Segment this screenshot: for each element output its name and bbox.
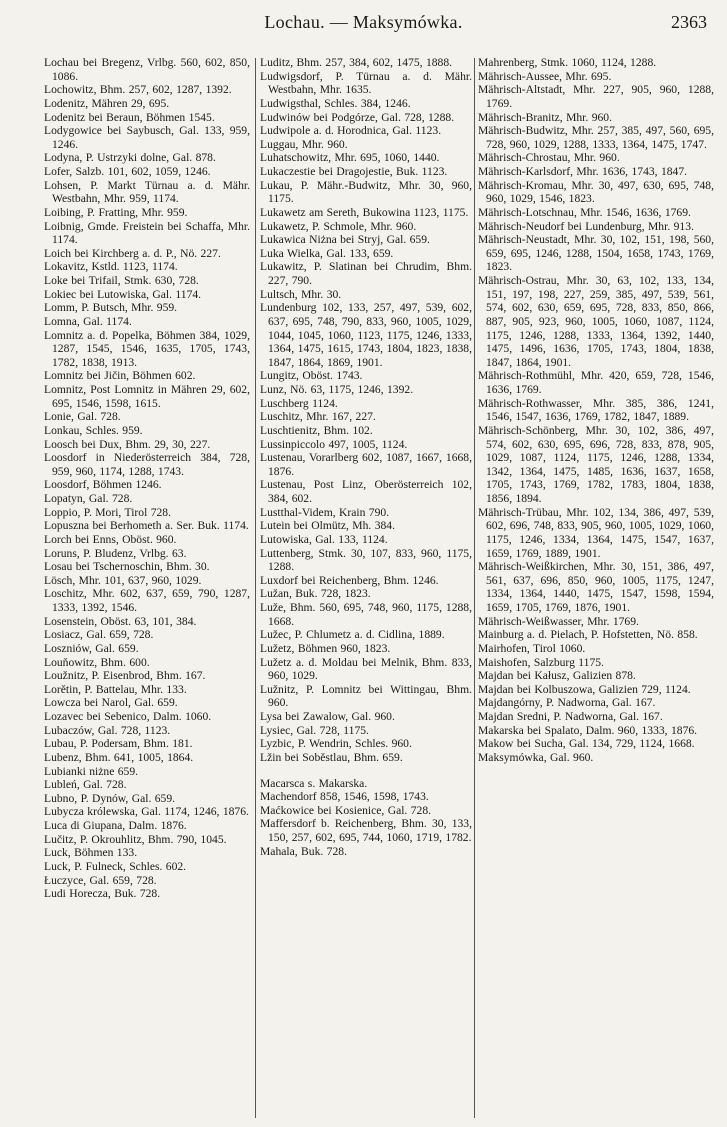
index-entry: Loruns, P. Bludenz, Vrlbg. 63. — [44, 546, 187, 560]
index-entry: Lofer, Salzb. 101, 602, 1059, 1246. — [44, 165, 211, 178]
index-entry: Lunz, Nö. 63, 1175, 1246, 1392. — [260, 383, 414, 396]
index-entry: Lukawetz, P. Schmole, Mhr. 960. — [260, 219, 417, 233]
index-entry: Lžin bei Soběstlau, Bhm. 659. — [260, 750, 403, 764]
index-entry: Luck, P. Fulneck, Schles. 602. — [44, 859, 187, 873]
index-entry: Lukawetz am Sereth, Bukowina 1123, 1175. — [260, 205, 469, 219]
column-2 — [260, 56, 472, 858]
running-title: Lochau. — Maksymówka. — [264, 12, 463, 32]
index-entry: Lysiec, Gal. 728, 1175. — [260, 723, 369, 737]
index-entry: Lužnitz, P. Lomnitz bei Wittingau, Bhm. 960. — [260, 682, 472, 710]
index-entry: Lomnitz, Post Lomnitz in Mähren 29, 602, 695, 1546, 1598, 1615. — [44, 383, 250, 410]
index-entry: Mährisch-Chrostau, Mhr. 960. — [478, 151, 620, 165]
index-entry: Majdan bei Kałusz, Galizien 878. — [478, 669, 636, 683]
index-entry: Lodenitz bei Beraun, Böhmen 1545. — [44, 110, 215, 124]
index-entry: Mährisch-Neudorf bei Lundenburg, Mhr. 913. — [478, 219, 694, 233]
index-entry: Lultsch, Mhr. 30. — [260, 287, 342, 301]
index-entry: Lochowitz, Bhm. 257, 602, 1287, 1392. — [44, 83, 232, 97]
index-entry: Loosch bei Dux, Bhm. 29, 30, 227. — [44, 437, 211, 451]
index-entry: Lustenau, Post Linz, Oberösterreich 102, 384, 602. — [260, 478, 472, 505]
index-entry: Maksymówka, Gal. 960. — [478, 750, 594, 764]
index-entry: Lopuszna bei Berhometh a. Ser. Buk. 1174. — [44, 519, 249, 533]
index-entry: Machendorf 858, 1546, 1598, 1743. — [260, 790, 429, 804]
index-entry: Makow bei Sucha, Gal. 134, 729, 1124, 1668. — [478, 737, 695, 751]
index-entry: Lyzbic, P. Wendrin, Schles. 960. — [260, 737, 412, 751]
index-entry: Luschitz, Mhr. 167, 227. — [260, 410, 376, 424]
index-entry: Loich bei Kirchberg a. d. P., Nö. 227. — [44, 246, 221, 260]
index-entry: Majdangórny, P. Nadworna, Gal. 167. — [478, 696, 656, 710]
index-entry: Louňowitz, Bhm. 600. — [44, 655, 150, 669]
index-entry: Lomna, Gal. 1174. — [44, 314, 132, 328]
index-entry: Loibnig, Gmde. Freistein bei Schaffa, Mhr. 1174. — [44, 219, 250, 247]
index-entry: Lomnitz bei Jičin, Böhmen 602. — [44, 369, 196, 383]
index-entry: Mährisch-Karlsdorf, Mhr. 1636, 1743, 1847. — [478, 165, 688, 178]
index-entry: Mährisch-Kromau, Mhr. 30, 497, 630, 695, 748, 960, 1029, 1546, 1823. — [478, 178, 714, 206]
index-entry: Mährisch-Ostrau, Mhr. 30, 63, 102, 133, 134, 151, 197, 198, 227, 259, 385, 497, 539, 561, 574, 602, 630, 659, 695, 728, 833, 850, 866, 887, 905, 923, 960, 1005, 1060, 1087, 1124, 1175, 1246, 1288, 1333, 1364, 1392, 1440, 1475, 1496, 1636, 1705, 1743, 1804, 1838, 1847, 1864, 1901. — [478, 274, 714, 369]
index-entry: Lužec, P. Chlumetz a. d. Cidlina, 1889. — [260, 628, 445, 642]
index-entry: Luditz, Bhm. 257, 384, 602, 1475, 1888. — [260, 56, 453, 69]
index-entry: Lodygowice bei Saybusch, Gal. 133, 959, 1246. — [44, 124, 250, 151]
index-entry: Lonkau, Schles. 959. — [44, 423, 143, 437]
index-entry: Mahala, Buk. 728. — [260, 844, 347, 858]
index-entry: Mährisch-Rothwasser, Mhr. 385, 386, 1241, 1546, 1547, 1636, 1769, 1782, 1847, 1889. — [478, 396, 714, 424]
index-entry: Luxdorf bei Reichenberg, Bhm. 1246. — [260, 573, 439, 587]
column-3 — [478, 56, 714, 765]
index-columns — [44, 56, 712, 1120]
column-divider — [474, 58, 475, 1118]
index-entry: Luttenberg, Stmk. 30, 107, 833, 960, 1175, 1288. — [260, 546, 472, 574]
index-entry: Lodenitz, Mähren 29, 695. — [44, 96, 170, 110]
index-entry: Mährisch-Weißwasser, Mhr. 1769. — [478, 614, 639, 628]
index-entry: Mährisch-Aussee, Mhr. 695. — [478, 69, 612, 83]
index-entry: Lysa bei Zawalow, Gal. 960. — [260, 710, 395, 723]
index-entry: Lorch bei Enns, Oböst. 960. — [44, 532, 177, 546]
index-entry: Mährisch-Schönberg, Mhr. 30, 102, 386, 497, 574, 602, 630, 695, 696, 728, 833, 878, 905, 1029, 1087, 1124, 1175, 1246, 1288, 1334, 1342, 1364, 1475, 1485, 1636, 1637, 1658, 1705, 1743, 1769, 1782, 1783, 1804, 1838, 1856, 1894. — [478, 423, 714, 505]
index-entry: Lukau, P. Mähr.-Budwitz, Mhr. 30, 960, 1175. — [260, 178, 472, 206]
index-entry: Lubianki niżne 659. — [44, 764, 139, 778]
index-entry: Lučitz, P. Okrouhlitz, Bhm. 790, 1045. — [44, 832, 227, 846]
index-entry: Lukawitz, P. Slatinan bei Chrudim, Bhm. 227, 790. — [260, 260, 472, 287]
index-entry: Lundenburg 102, 133, 257, 497, 539, 602, 637, 695, 748, 790, 833, 960, 1005, 1029, 1044, 1045, 1060, 1123, 1175, 1246, 1333, 1364, 1475, 1615, 1743, 1804, 1823, 1838, 1847, 1864, 1869, 1901. — [260, 301, 472, 369]
index-entry: Ludi Horecza, Buk. 728. — [44, 887, 161, 901]
index-entry: Loosdorf, Böhmen 1246. — [44, 478, 162, 492]
index-entry: Loosdorf in Niederösterreich 384, 728, 959, 960, 1174, 1288, 1743. — [44, 451, 250, 478]
index-entry: Ludwinów bei Podgórze, Gal. 728, 1288. — [260, 110, 455, 124]
index-entry: Losau bei Tschernoschin, Bhm. 30. — [44, 560, 210, 574]
index-entry: Luhatschowitz, Mhr. 695, 1060, 1440. — [260, 151, 440, 165]
index-entry: Ludwipole a. d. Horodnica, Gal. 1123. — [260, 124, 442, 138]
index-entry: Mährisch-Budwitz, Mhr. 257, 385, 497, 560, 695, 728, 960, 1029, 1288, 1333, 1364, 1475, 1747. — [478, 124, 714, 151]
index-entry: Mährisch-Altstadt, Mhr. 227, 905, 960, 1288, 1769. — [478, 83, 714, 110]
index-entry: Maffersdorf b. Reichenberg, Bhm. 30, 133, 150, 257, 602, 695, 744, 1060, 1719, 1782. — [260, 817, 472, 844]
index-entry: Mairhofen, Tirol 1060. — [478, 641, 586, 655]
index-entry: Mahrenberg, Stmk. 1060, 1124, 1288. — [478, 56, 657, 69]
index-entry: Lukaczestie bei Dragojestie, Buk. 1123. — [260, 165, 448, 178]
index-entry: Lomnitz a. d. Popelka, Böhmen 384, 1029, 1287, 1545, 1546, 1635, 1705, 1743, 1782, 1838, 1913. — [44, 328, 250, 369]
index-entry: Lungitz, Oböst. 1743. — [260, 369, 363, 383]
index-entry: Luka Wielka, Gal. 133, 659. — [260, 246, 394, 260]
index-entry: Losenstein, Oböst. 63, 101, 384. — [44, 614, 197, 628]
index-entry: Luck, Böhmen 133. — [44, 846, 138, 860]
index-entry: Lösch, Mhr. 101, 637, 960, 1029. — [44, 573, 202, 587]
index-entry: Loke bei Trifail, Stmk. 630, 728. — [44, 274, 199, 287]
index-entry: Majdan bei Kolbuszowa, Galizien 729, 1124. — [478, 682, 691, 696]
index-entry: Lustenau, Vorarlberg 602, 1087, 1667, 1668, 1876. — [260, 451, 472, 478]
index-entry: Luca di Giupana, Dalm. 1876. — [44, 819, 187, 832]
index-entry: Loužnitz, P. Eisenbrod, Bhm. 167. — [44, 669, 206, 683]
index-entry: Mährisch-Weißkirchen, Mhr. 30, 151, 386, 497, 561, 637, 696, 850, 960, 1005, 1175, 1247, 1334, 1364, 1440, 1475, 1547, 1598, 1594, 1659, 1705, 1769, 1876, 1901. — [478, 560, 714, 614]
index-entry: Lužan, Buk. 728, 1823. — [260, 587, 371, 601]
index-entry: Lussinpiccolo 497, 1005, 1124. — [260, 437, 408, 451]
index-entry: Lochau bei Bregenz, Vrlbg. 560, 602, 850, 1086. — [44, 56, 250, 83]
index-entry: Ludwigsdorf, P. Türnau a. d. Mähr. Westbahn, Mhr. 1635. — [260, 69, 472, 97]
index-entry: Mainburg a. d. Pielach, P. Hofstetten, Nö. 858. — [478, 628, 698, 642]
index-entry: Luže, Bhm. 560, 695, 748, 960, 1175, 1288, 1668. — [260, 601, 472, 628]
column-divider — [255, 58, 256, 1118]
index-entry: Lubno, P. Dynów, Gal. 659. — [44, 791, 176, 805]
index-entry: Lokiec bei Lutowiska, Gal. 1174. — [44, 287, 202, 301]
index-entry: Lohsen, P. Markt Türnau a. d. Mähr. Westbahn, Mhr. 959, 1174. — [44, 178, 250, 206]
index-entry: Lonie, Gal. 728. — [44, 410, 121, 424]
index-entry: Lokavitz, Kstld. 1123, 1174. — [44, 260, 178, 274]
index-entry: Mährisch-Neustadt, Mhr. 30, 102, 151, 198, 560, 659, 695, 1246, 1288, 1504, 1658, 1743, 1769, 1823. — [478, 233, 714, 274]
index-entry: Lužetz, Böhmen 960, 1823. — [260, 641, 391, 655]
column-1 — [44, 56, 250, 901]
index-entry: Mährisch-Lotschnau, Mhr. 1546, 1636, 1769. — [478, 205, 691, 219]
index-entry: Lubycza królewska, Gal. 1174, 1246, 1876. — [44, 805, 249, 819]
index-entry: Lustthal-Videm, Krain 790. — [260, 505, 390, 519]
index-entry: Ludwigsthal, Schles. 384, 1246. — [260, 96, 411, 110]
index-entry: Luschberg 1124. — [260, 396, 338, 410]
index-entry: Macarsca s. Makarska. — [260, 776, 368, 790]
index-entry: Lutein bei Olmütz, Mh. 384. — [260, 519, 395, 533]
index-entry: Mährisch-Trübau, Mhr. 102, 134, 386, 497, 539, 602, 696, 748, 833, 905, 960, 1005, 1029, 1060, 1175, 1246, 1334, 1364, 1475, 1547, 1637, 1659, 1769, 1889, 1901. — [478, 505, 714, 560]
index-entry: Lubaczów, Gal. 728, 1123. — [44, 723, 171, 737]
index-entry: Lubau, P. Podersam, Bhm. 181. — [44, 737, 193, 751]
index-entry: Lukawica Niżna bei Stryj, Gal. 659. — [260, 233, 430, 247]
index-entry: Mährisch-Rothmühl, Mhr. 420, 659, 728, 1546, 1636, 1769. — [478, 369, 714, 396]
index-entry: Lowcza bei Narol, Gal. 659. — [44, 696, 178, 710]
page-number: 2363 — [671, 12, 707, 32]
index-entry: Loszniów, Gal. 659. — [44, 641, 139, 655]
index-entry: Loppio, P. Mori, Tirol 728. — [44, 505, 171, 519]
index-entry: Majdan Sredni, P. Nadworna, Gal. 167. — [478, 710, 663, 723]
index-entry: Lozavec bei Sebenico, Dalm. 1060. — [44, 710, 212, 723]
index-entry: Maishofen, Salzburg 1175. — [478, 655, 604, 669]
index-entry: Lopatyn, Gal. 728. — [44, 492, 133, 505]
index-entry: Lubleń, Gal. 728. — [44, 778, 127, 792]
index-entry: Maćkowice bei Kosienice, Gal. 728. — [260, 803, 432, 817]
index-entry: Lodyna, P. Ustrzyki dolne, Gal. 878. — [44, 151, 216, 165]
page-header — [0, 4, 727, 38]
index-entry: Lorětin, P. Battelau, Mhr. 133. — [44, 682, 187, 696]
index-entry: Luschtienitz, Bhm. 102. — [260, 423, 373, 437]
index-entry: Loschitz, Mhr. 602, 637, 659, 790, 1287, 1333, 1392, 1546. — [44, 587, 250, 614]
index-entry: Lubenz, Bhm. 641, 1005, 1864. — [44, 750, 194, 764]
index-entry: Łuczyce, Gal. 659, 728. — [44, 873, 157, 887]
index-entry: Mährisch-Branitz, Mhr. 960. — [478, 110, 612, 124]
index-entry: Lutowiska, Gal. 133, 1124. — [260, 532, 388, 546]
index-entry: Losiacz, Gal. 659, 728. — [44, 628, 154, 642]
index-entry: Makarska bei Spalato, Dalm. 960, 1333, 1876. — [478, 723, 698, 737]
index-entry: Lužetz a. d. Moldau bei Melnik, Bhm. 833, 960, 1029. — [260, 655, 472, 683]
index-entry: Luggau, Mhr. 960. — [260, 137, 348, 151]
index-entry: Lomm, P. Butsch, Mhr. 959. — [44, 301, 178, 315]
index-entry: Loibing, P. Fratting, Mhr. 959. — [44, 205, 188, 219]
